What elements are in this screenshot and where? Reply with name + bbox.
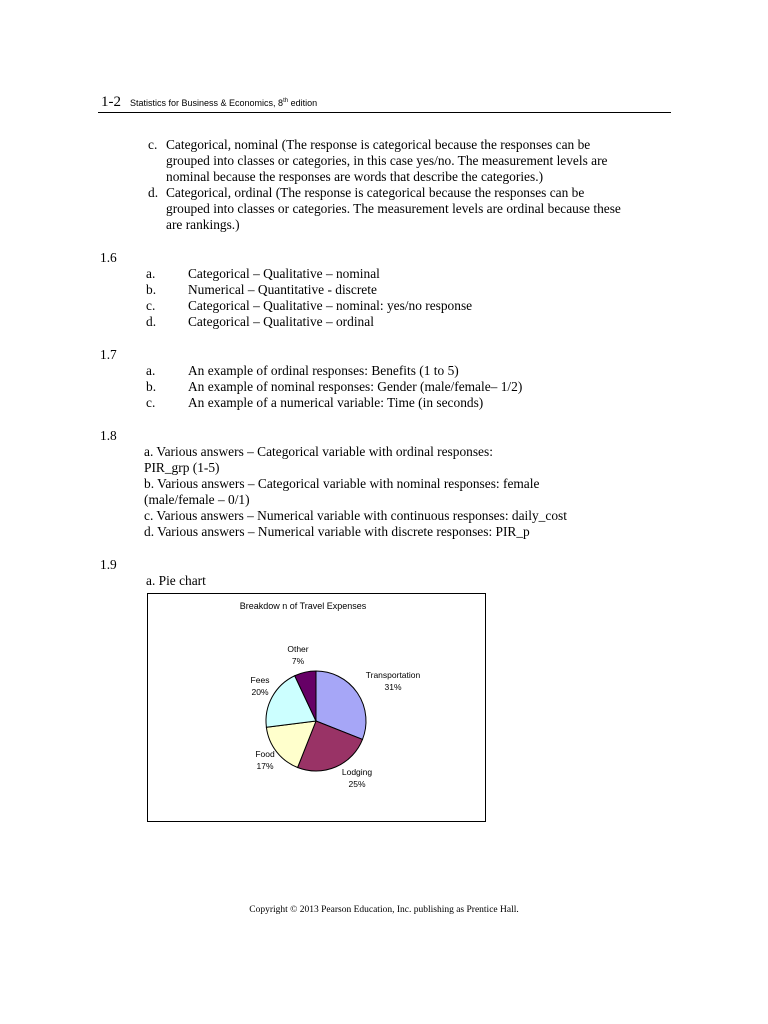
item-label-d: d. [148,185,159,200]
item-label: c. [146,395,156,410]
item-text: Numerical – Quantitative - discrete [188,282,377,297]
answer-line: Categorical, nominal (The response is categorical because the responses can be [166,137,591,152]
item-label: b. [146,282,157,297]
slice-percent-label: 17% [256,761,274,771]
answer-line: a. Various answers – Categorical variable with ordinal responses: [144,444,493,459]
slice-percent-label: 25% [348,779,366,789]
slice-name-label: Fees [250,675,270,685]
pie-chart [148,594,484,820]
answer-line: PIR_grp (1-5) [144,460,220,475]
answer-line: b. Various answers – Categorical variable with nominal responses: female [144,476,540,491]
page-header [98,94,671,113]
item-text: Categorical – Qualitative – ordinal [188,314,374,329]
slice-percent-label: 31% [384,682,402,692]
answer-line: nominal because the responses are words that describe the categories.) [166,169,544,184]
answer-line: are rankings.) [166,217,240,232]
item-text: Categorical – Qualitative – nominal: yes/no response [188,298,473,313]
page-number: 1-2 [101,94,121,110]
problem-number: 1.7 [100,347,117,362]
item-text: Categorical – Qualitative – nominal [188,266,380,281]
problem-number: 1.9 [100,557,117,572]
answer-line: grouped into classes or categories. The measurement levels are ordinal because these [166,201,621,216]
slice-percent-label: 20% [251,687,269,697]
item-text: An example of ordinal responses: Benefits (1 to 5) [188,363,459,378]
slice-name-label: Transportation [365,670,421,680]
slice-percent-label: 7% [291,656,305,666]
slice-name-label: Food [255,749,275,759]
item-label-c: c. [148,137,158,152]
slice-name-label: Other [287,644,309,654]
copyright-footer: Copyright © 2013 Pearson Education, Inc. publishing as Prentice Hall. [249,905,519,915]
item-label: b. [146,379,157,394]
problem-number: 1.6 [100,250,117,265]
answer-line: c. Various answers – Numerical variable with continuous responses: daily_cost [144,508,567,523]
item-label: d. [146,314,157,329]
answer-line: (male/female – 0/1) [144,492,250,507]
item-text: An example of a numerical variable: Time (in seconds) [188,395,484,410]
book-title-main: Statistics for Business & Economics, 8 [130,98,284,108]
book-title [130,98,317,108]
item-label: a. [146,363,156,378]
slice-name-label: Lodging [341,767,373,777]
answer-line: d. Various answers – Numerical variable with discrete responses: PIR_p [144,524,530,539]
pie-chart-frame [147,593,486,822]
item-text: An example of nominal responses: Gender (male/female– 1/2) [188,379,523,394]
book-title-sup: th [283,98,289,104]
answer-line: grouped into classes or categories, in this case yes/no. The measurement levels are [166,153,608,168]
pie-slices [266,671,366,771]
sub-heading: a. Pie chart [146,573,206,588]
item-label: a. [146,266,156,281]
book-title-end: edition [288,98,318,108]
item-label: c. [146,298,156,313]
answer-line: Categorical, ordinal (The response is categorical because the responses can be [166,185,585,200]
chart-title: Breakdow n of Travel Expenses [239,601,367,611]
problem-number: 1.8 [100,428,117,443]
